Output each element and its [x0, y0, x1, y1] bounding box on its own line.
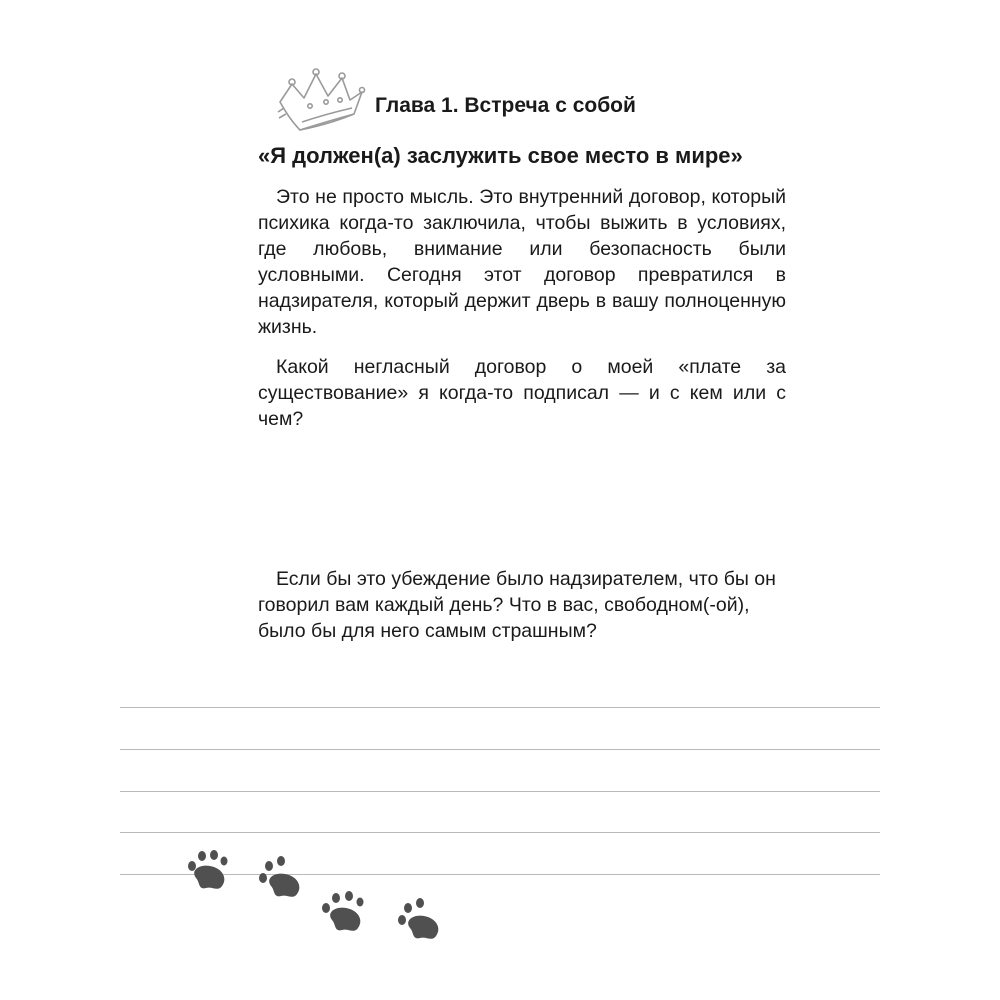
writing-line[interactable]	[120, 707, 880, 708]
paw-print-icon	[318, 890, 374, 940]
section-title: «Я должен(а) заслужить свое место в мире»	[258, 143, 743, 168]
paw-print-icon	[255, 854, 311, 904]
question-1: Какой негласный договор о моей «плате за существование» я когда-то подписал — и с кем или с чем?	[258, 356, 786, 430]
paw-print-icon	[182, 848, 234, 896]
writing-line[interactable]	[120, 832, 880, 833]
chapter-title: Глава 1. Встреча с собой	[375, 94, 636, 117]
writing-line[interactable]	[120, 749, 880, 750]
intro-paragraph: Это не просто мысль. Это внутренний договор, который психика когда-то заключила, чтобы выжить в условиях, где любовь, внимание или безопасность были условными. Сегодня этот договор превратился в надзирателя, который держит дверь в вашу полноценную жизнь.	[258, 186, 786, 338]
writing-line[interactable]	[120, 791, 880, 792]
paw-print-icon	[394, 896, 450, 946]
crown-icon	[270, 62, 370, 142]
question-2: Если бы это убеждение было надзирателем, что бы он говорил вам каждый день? Что в вас, свободном(-ой), было бы для него самым страшным?	[258, 568, 776, 642]
writing-line[interactable]	[120, 874, 880, 875]
